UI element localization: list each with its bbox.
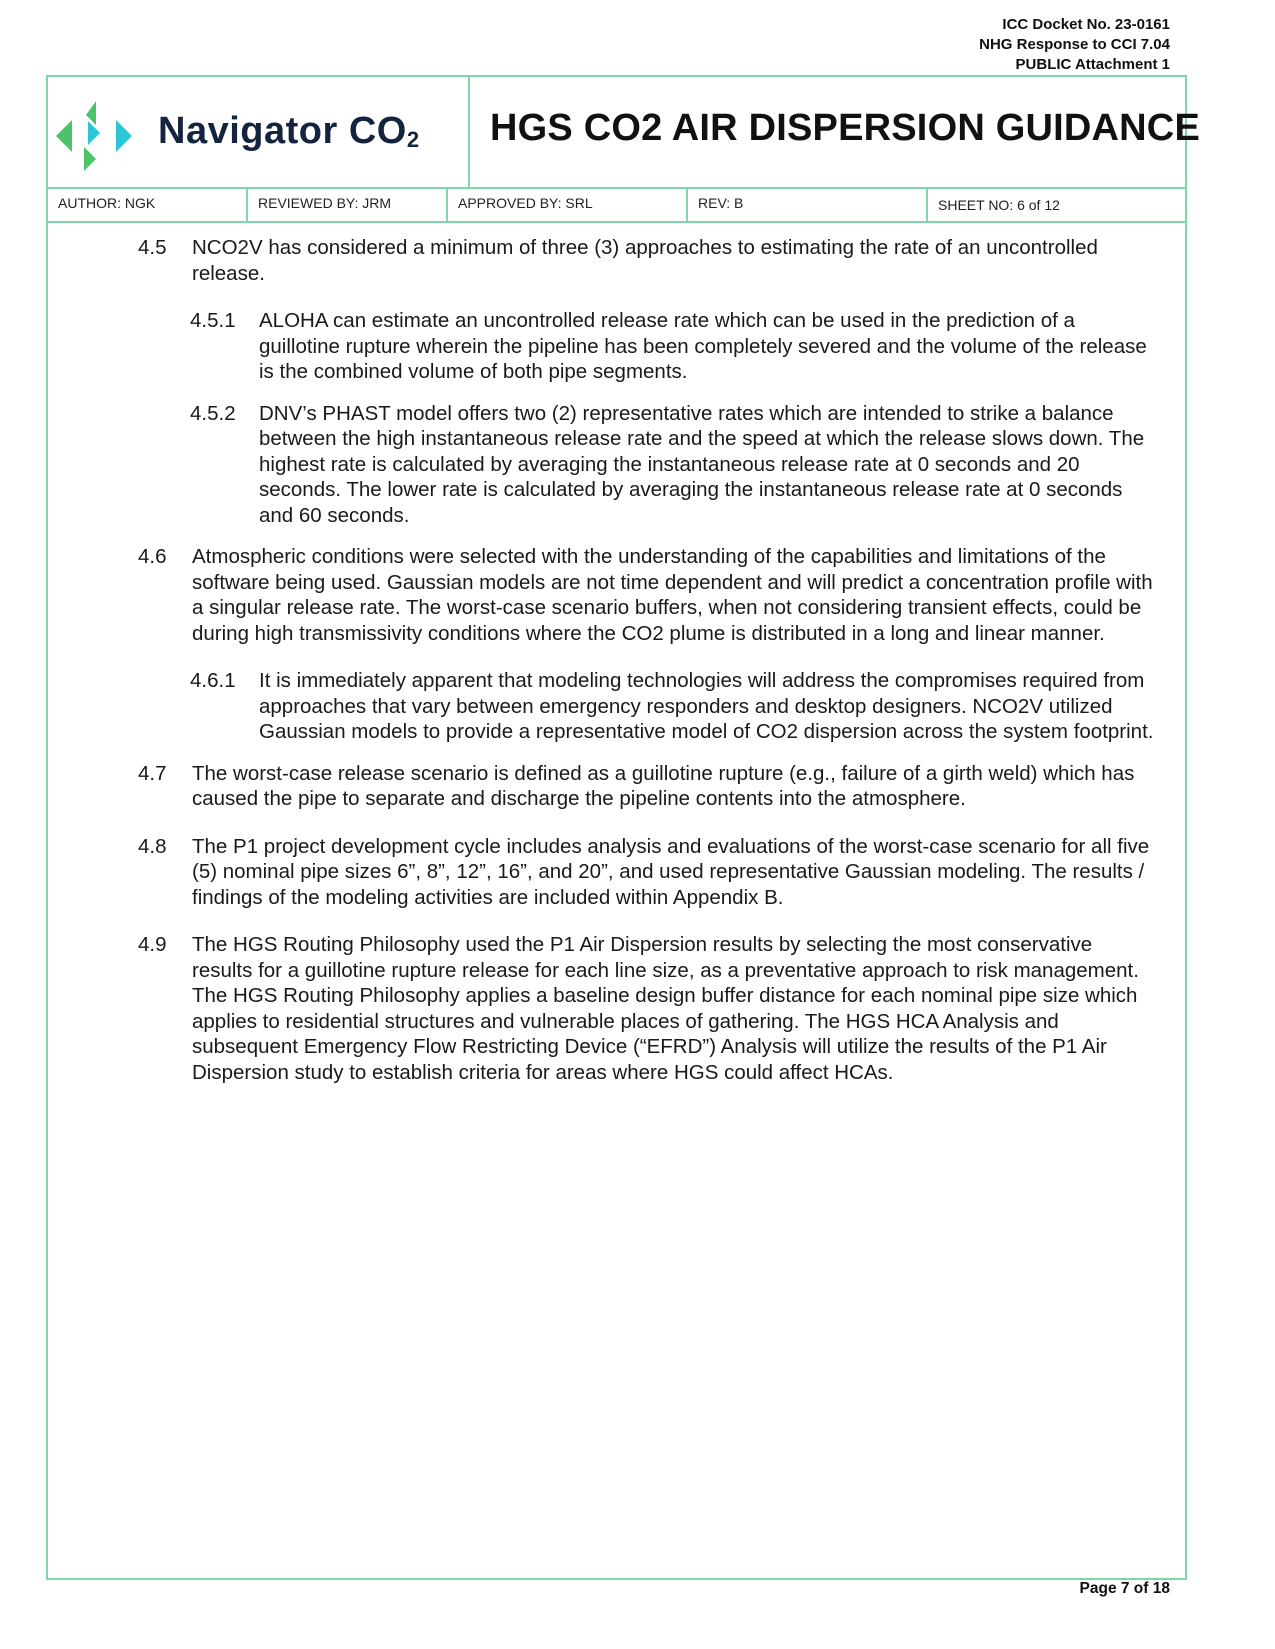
approved-cell: APPROVED BY: SRL: [448, 187, 688, 221]
document-frame: [46, 75, 1200, 1580]
page-number: Page 7 of 18: [1079, 1580, 1170, 1597]
response-reference: NHG Response to CCI 7.04: [979, 36, 1170, 53]
docket-number: ICC Docket No. 23-0161: [1002, 16, 1170, 33]
logo-subscript: 2: [406, 127, 420, 152]
section-text: The P1 project development cycle includes analysis and evaluations of the worst-case scenario for all five (5) nominal pipe sizes 6”, 8”, 12”, 16”, and 20”, and used representative Gaussian modeling. The results / findings of the modeling activities are included within Appendix B.: [192, 834, 1150, 909]
revision-cell: REV: B: [688, 187, 928, 221]
meta-row: [48, 187, 1185, 223]
section-number: 4.9: [138, 933, 167, 956]
attachment-label: PUBLIC Attachment 1: [1015, 56, 1170, 73]
section-text: NCO2V has considered a minimum of three (3) approaches to estimating the rate of an uncontrolled release.: [192, 236, 1098, 285]
section-text: DNV’s PHAST model offers two (2) representative rates which are intended to strike a balance between the high instantaneous release rate and the speed at which the release slows down. The highest rate is calculated by averaging the instantaneous release rate at 0 seconds and 20 seconds. The lower rate is calculated by averaging the instantaneous release rate at 0 seconds and 60 seconds.: [259, 401, 1145, 527]
section-number: 4.7: [138, 761, 167, 785]
section-4-9: [48, 932, 1185, 1085]
section-text: Atmospheric conditions were selected with the understanding of the capabilities and limitations of the software being used. Gaussian models are not time dependent and will predict a concentration profile with a singular release rate. The worst-case scenario buffers, when not considering transient effects, could be during high transmissivity conditions where the CO2 plume is distributed in a long and linear manner.: [192, 545, 1153, 645]
section-text: The HGS Routing Philosophy used the P1 Air Dispersion results by selecting the most conservative results for a guillotine rupture release for each line size, as a preventative approach to risk management. The HGS Routing Philosophy applies a baseline design buffer distance for each nominal pipe size which applies to residential structures and vulnerable places of gathering. The HGS HCA Analysis and subsequent Emergency Flow Restricting Device (“EFRD”) Analysis will utilize the results of the P1 Air Dispersion study to establish criteria for areas where HGS could affect HCAs.: [192, 933, 1139, 1084]
section-text: It is immediately apparent that modeling technologies will address the compromises required from approaches that vary between emergency responders and desktop designers. NCO2V utilized Gaussian models to provide a representative model of CO2 dispersion across the system footprint.: [259, 669, 1154, 743]
section-number: 4.8: [138, 834, 167, 858]
author-cell: AUTHOR: NGK: [48, 187, 248, 221]
document-body: [48, 235, 1185, 1101]
section-text: ALOHA can estimate an uncontrolled release rate which can be used in the prediction of a guillotine rupture wherein the pipeline has been completely severed and the volume of the release is the combined volume of both pipe segments.: [259, 309, 1147, 383]
document-title: HGS CO2 AIR DISPERSION GUIDANCE: [490, 107, 1200, 149]
section-4-5-1: [48, 308, 1185, 385]
section-text: The worst-case release scenario is defined as a guillotine rupture (e.g., failure of a girth weld) which has caused the pipe to separate and discharge the pipeline contents into the atmosphere.: [192, 761, 1135, 810]
section-4-8: [48, 834, 1185, 911]
title-block: [48, 77, 1200, 189]
section-4-6-1: [48, 668, 1185, 745]
section-4-6: [48, 544, 1185, 646]
section-number: 4.5.2: [190, 401, 236, 425]
section-4-7: [48, 761, 1185, 812]
sheet-cell: SHEET NO: 6 of 12: [938, 197, 1060, 213]
section-number: 4.5: [138, 236, 167, 259]
section-4-5: [48, 235, 1185, 286]
section-number: 4.6: [138, 545, 167, 568]
logo-cell: [48, 77, 470, 187]
section-number: 4.5.1: [190, 309, 236, 332]
navigator-logo-icon: [56, 101, 136, 171]
docket-stamp: [979, 15, 1170, 75]
section-4-5-2: [48, 401, 1185, 529]
logo-text: Navigator CO: [158, 110, 407, 152]
logo-wordmark: [158, 110, 420, 153]
section-number: 4.6.1: [190, 669, 236, 692]
reviewed-cell: REVIEWED BY: JRM: [248, 187, 448, 221]
